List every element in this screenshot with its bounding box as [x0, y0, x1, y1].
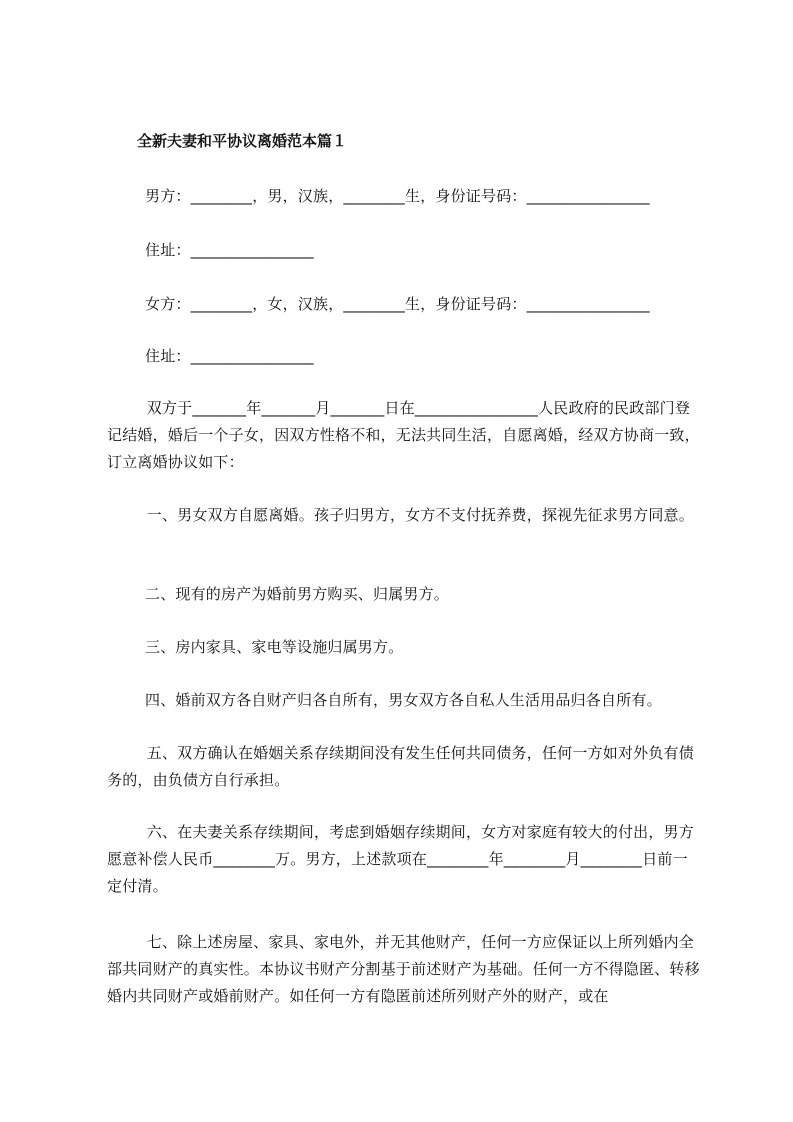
woman-info-line: 女方：________，女，汉族，________生，身份证号码：________________: [145, 295, 650, 313]
clause-3: 三、房内家具、家电等设施归属男方。: [145, 638, 404, 656]
clause-2: 二、现有的房产为婚前男方购买、归属男方。: [145, 585, 450, 603]
man-address-line: 住址：________________: [145, 241, 314, 259]
clause-4: 四、婚前双方各自财产归各自所有，男女双方各自私人生活用品归各自所有。: [145, 691, 662, 709]
clause-6: 六、在夫妻关系存续期间，考虑到婚姻存续期间，女方对家庭有较大的付出，男方愿意补偿人民币________万。男方，上述款项在________年________月________日前一定付清。: [107, 823, 694, 895]
clause-7: 七、除上述房屋、家具、家电外，并无其他财产，任何一方应保证以上所列婚内全部共同财产的真实性。本协议书财产分割基于前述财产为基础。任何一方不得隐匿、转移婚内共同财产或婚前财产。如任何一方有隐匿前述所列财产外的财产，或在: [107, 933, 700, 1005]
clause-5: 五、双方确认在婚姻关系存续期间没有发生任何共同债务，任何一方如对外负有债务的，由负债方自行承担。: [107, 744, 694, 789]
clause-1: 一、男女双方自愿离婚。孩子归男方，女方不支付抚养费，探视先征求男方同意。: [107, 506, 694, 524]
woman-address-line: 住址：________________: [145, 347, 314, 365]
intro-paragraph: 双方于_______年_______月_______日在________________人民政府的民政部门登记结婚，婚后一个子女，因双方性格不和，无法共同生活，自愿离婚，经双方协商一致，订立离婚协议如下：: [107, 399, 700, 471]
document-title: 全新夫妻和平协议离婚范本篇１: [137, 132, 348, 150]
man-info-line: 男方：________，男，汉族，________生，身份证号码：________________: [145, 187, 650, 205]
